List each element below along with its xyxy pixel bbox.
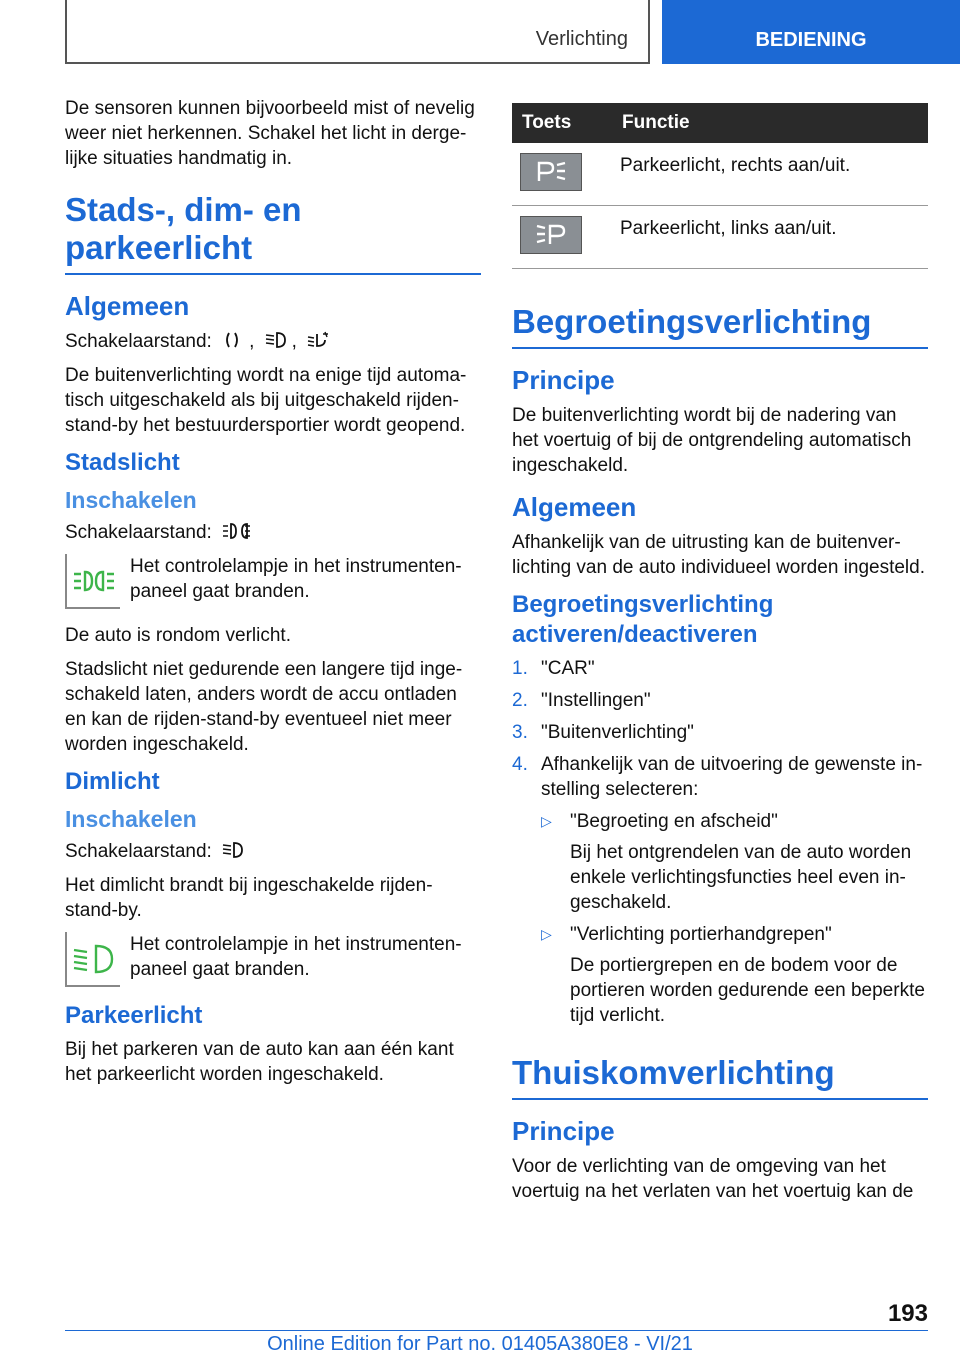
heading-algemeen: Algemeen [65,291,190,321]
table-header-function: Functie [612,103,928,143]
section-heading-begroeting: Begroetingsverlichting [512,303,928,349]
algemeen-text: De buitenverlichting wordt na enige tijd automatisch uitgeschakeld als bij uitgeschakeld rijden-stand-by het bestuurdersportier wordt geopend. [65,365,467,436]
heading-principe-thuiskom: Principe [512,1116,615,1146]
stadslicht-p2: Stadslicht niet gedurende een langere tijd ingeschakeld laten, anders wordt de accu ontladen en kan de rijden-stand-by eventueel niet meer worden ingeschakeld. [65,659,463,755]
list-item [512,720,928,745]
option-desc: Bij het ontgrendelen van de auto worden enkele verlichtingsfuncties heel even ingeschakeld. [570,842,912,913]
heading-parkeerlicht: Parkeerlicht [65,1002,203,1029]
principe-text: De buitenverlichting wordt bij de nadering van het voertuig of bij de ontgrendeling automatisch ingeschakeld. [512,405,912,476]
switch-positions-line: Schakelaarstand: , , [65,329,481,354]
footer-edition: Online Edition for Part no. 01405A380E8 - VI/21 [267,1333,693,1355]
table-cell-function: Parkeerlicht, rechts aan/uit. [612,143,928,206]
low-beam-icon [264,330,288,350]
option-label: "Begroeting en afscheid" [570,811,778,832]
indicator-row-dimlicht [65,932,481,987]
auto-light-icon [306,330,330,350]
right-column [512,96,928,1213]
intro-paragraph: De sensoren kunnen bijvoorbeeld mist of nevelig weer niet herkennen. Schakel het licht in dergelijke situaties handmatig in. [65,98,475,169]
table-header-key: Toets [512,103,612,143]
table-row [512,206,928,269]
section-tab [65,0,650,64]
dimlicht-p1: Het dimlicht brandt bij ingeschakelde rijden-stand-by. [65,875,433,921]
triangle-bullet-icon: ▷ [541,926,552,942]
left-column [65,96,481,1096]
step-text: Afhankelijk van de uitvoering de gewenste instelling selecteren: [541,754,923,800]
triangle-bullet-icon: ▷ [541,813,552,829]
low-beam-indicator-icon [65,932,120,987]
low-beam-icon [221,840,245,860]
step-number: 1. [512,658,528,679]
parking-light-left-icon [520,216,582,254]
switch-label: Schakelaarstand: [65,841,212,862]
parking-light-right-icon [520,153,582,191]
option-desc: De portiergrepen en de bodem voor de portieren worden gedurende een beperkte tijd verlicht. [570,955,925,1026]
table-cell-key [512,206,612,269]
option-label: "Verlichting portierhandgrepen" [570,924,832,945]
key-function-table [512,103,928,269]
stadslicht-p1: De auto is rondom verlicht. [65,625,291,646]
step-number: 2. [512,690,528,711]
step-number: 4. [512,754,528,775]
footer-divider [65,1330,928,1331]
heading-algemeen-begroeting: Algemeen [512,492,637,522]
switch-position-dimlicht [65,839,481,864]
indicator-row-stadslicht [65,554,481,609]
thuiskom-text: Voor de verlichting van de omgeving van het voertuig na het verlaten van het voertuig kan de [512,1156,914,1202]
table-cell-key [512,143,612,206]
section-heading-thuiskom: Thuiskomverlichting [512,1054,928,1100]
step-text: "Buitenverlichting" [541,722,694,743]
chapter-tab: BEDIENING [662,0,960,64]
page-number: 193 [887,1300,928,1327]
list-item [541,922,928,947]
table-cell-function: Parkeerlicht, links aan/uit. [612,206,928,269]
heading-dimlicht: Dimlicht [65,768,160,795]
subheading-inschakelen-stadslicht: Inschakelen [65,487,197,513]
heading-principe: Principe [512,365,615,395]
step-text: "CAR" [541,658,595,679]
side-light-icon [221,521,251,541]
indicator-text: Het controlelampje in het instrumentenpaneel gaat branden. [130,934,462,980]
step-text: "Instellingen" [541,690,651,711]
steps-list [512,656,928,802]
heading-activeren: Begroetingsverlichting activeren/deactiveren [512,591,774,648]
side-light-indicator-icon [65,554,120,609]
step-number: 3. [512,722,528,743]
switch-position-stadslicht [65,520,481,545]
options-list [541,809,928,1028]
table-row [512,143,928,206]
section-heading-lights: Stads-, dim- en parkeerlicht [65,191,481,275]
list-item [512,752,928,802]
light-switch-off-icon [221,330,245,350]
switch-label: Schakelaarstand: [65,522,212,543]
parkeerlicht-text: Bij het parkeren van de auto kan aan één kant het parkeerlicht worden ingeschakeld. [65,1039,454,1085]
list-item [512,688,928,713]
algemeen-begroeting-text: Afhankelijk van de uitrusting kan de buitenverlichting van de auto individueel worden ingesteld. [512,532,925,578]
indicator-text: Het controlelampje in het instrumentenpaneel gaat branden. [130,556,462,602]
heading-stadslicht: Stadslicht [65,449,180,476]
switch-label: Schakelaarstand: [65,331,212,352]
section-title: Verlichting [535,28,628,50]
page-header [0,0,960,66]
list-item [512,656,928,681]
list-item [541,809,928,834]
subheading-inschakelen-dimlicht: Inschakelen [65,806,197,832]
